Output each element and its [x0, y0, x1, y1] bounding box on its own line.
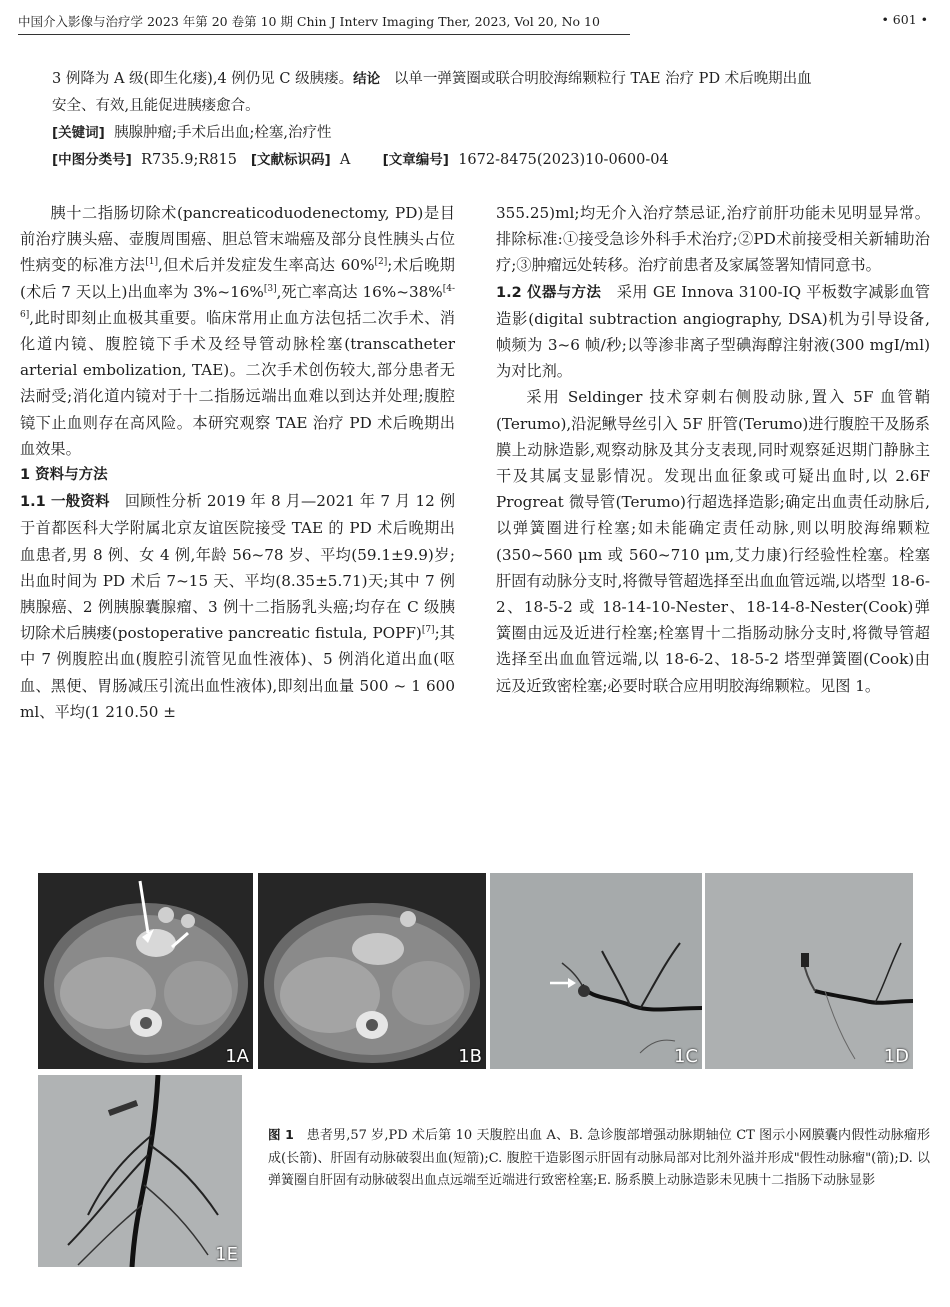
citation: [3] [263, 283, 277, 294]
general-data-paragraph: 1.1 一般资料 回顾性分析 2019 年 8 月—2021 年 7 月 12 例于首都医科大学附属北京友谊医院接受 TAE 的 PD 术后晚期出血患者,男 8 例、女 4 例,年龄 56~78 岁、平均(59.1±9.9)岁;出血时间为 PD 术后 7~15 天、平均(8.35±5.71)天;其中 7 例胰腺癌、2 例胰腺囊腺瘤、3 例十二指肠乳头癌;均存在 C 级胰切除术后胰瘘(postoperative pancreatic fistula, POPF)[7];其中 7 例腹腔出血(腹腔引流管见血性液体)、5 例消化道出血(呕血、黑便、胃肠减压引流出血性液体),即刻出血量 500 ~ 1 600 ml、平均(1 210.50 ± [20, 492, 456, 721]
journal-citation: 中国介入影像与治疗学 2023 年第 20 卷第 10 期 Chin J Interv Imaging Ther, 2023, Vol 20, No 10 [18, 14, 600, 29]
article-no-label: [文章编号] [382, 152, 449, 168]
panel-label-1c: 1C [673, 1046, 698, 1067]
citation: [4-6] [20, 283, 455, 320]
abstract-line-2: 安全、有效,且能促进胰瘘愈合。 [52, 98, 260, 114]
left-column [20, 200, 455, 725]
keywords-text: 胰腺肿瘤;手术后出血;栓塞,治疗性 [114, 125, 332, 141]
section-1-heading: 1 资料与方法 [20, 467, 108, 484]
figure-1b-ct [258, 873, 486, 1069]
intro-paragraph: 胰十二指肠切除术(pancreaticoduodenectomy, PD)是目前治疗胰头癌、壶腹周围癌、胆总管末端癌及部分良性胰头占位性病变的标准方法[1],但术后并发症发生率高达 60%[2];术后晚期(术后 7 天以上)出血率为 3%~16%[3],死亡率高达 16%~38%[4-6],此时即刻止血极其重要。临床常用止血方法包括二次手术、消化道内镜、腹腔镜下手术及经导管动脉栓塞(transcatheter arterial embolization, TAE)。二次手术创伤较大,部分患者无法耐受;消化道内镜对于十二指肠远端出血难以到达并处理;腹腔镜下止血则存在高风险。本研究观察 TAE 治疗 PD 术后晚期出血效果。 [20, 204, 455, 458]
ct-scan-image [38, 873, 253, 1069]
figure-1a-ct [38, 873, 253, 1069]
figure-1c-dsa [490, 873, 702, 1069]
running-header [18, 8, 928, 32]
ct-scan-image [258, 873, 486, 1069]
figure-caption-label: 图 1 [268, 1127, 294, 1142]
figure-caption-text: 患者男,57 岁,PD 术后第 10 天腹腔出血 A、B. 急诊腹部增强动脉期轴位 CT 图示小网膜囊内假性动脉瘤形成(长箭)、肝固有动脉破裂出血(短箭);C. 腹腔干造影图示肝固有动脉局部对比剂外溢并形成"假性动脉瘤"(箭);D. 以弹簧圈自肝固有动脉破裂出血点远端至近端进行致密栓塞;E. 肠系膜上动脉造影未见胰十二指肠下动脉显影 [268, 1128, 930, 1188]
instruments-paragraph: 1.2 仪器与方法 采用 GE Innova 3100-IQ 平板数字减影血管造影(digital subtraction angiography, DSA)机为引导设备,帧频为 3~6 帧/秒;以等渗非离子型碘海醇注射液(300 mgI/ml)为对比剂。 [496, 282, 931, 381]
right-column [496, 200, 930, 699]
methods-paragraph: 采用 Seldinger 技术穿刺右侧股动脉,置入 5F 血管鞘(Terumo),沿泥鳅导丝引入 5F 肝管(Terumo)进行腹腔干及肠系膜上动脉造影,观察动脉及其分支表现,同时观察延迟期门静脉主干及其属支显影情况。发现出血征象或可疑出血时,以 2.6F Progreat 微导管(Terumo)行超选择造影;确定出血责任动脉后,以弹簧圈进行栓塞;如未能确定责任动脉,则以明胶海绵颗粒(350~560 μm 或 560~710 μm,艾力康)行经验性栓塞。栓塞肝固有动脉分支时,将微导管超选择至出血血管远端,以塔型 18-6-2、18-5-2 或 18-14-10-Nester、18-14-8-Nester(Cook)弹簧圈由远及近进行栓塞;栓塞胃十二指肠动脉分支时,将微导管超选择至出血血管远端,以 18-6-2、18-5-2 塔型弹簧圈(Cook)由远及近致密栓塞;必要时联合应用明胶海绵颗粒。见图 1。 [496, 388, 930, 695]
classification-line [52, 147, 932, 174]
page-number: • 601 • [881, 12, 928, 27]
angiogram-image [705, 873, 913, 1069]
general-data-continued: 355.25)ml;均无介入治疗禁忌证,治疗前肝功能未见明显异常。排除标准:①接受急诊外科手术治疗;②PD术前接受相关新辅助治疗;③肿瘤远处转移。治疗前患者及家属签署知情同意书。 [496, 204, 930, 275]
clc-value: R735.9;R815 [141, 152, 237, 168]
panel-label-1b: 1B [458, 1046, 482, 1067]
section-1-1-label: 1.1 一般资料 [20, 494, 110, 511]
angiogram-image [490, 873, 702, 1069]
abstract-line-1 [52, 66, 932, 93]
clc-label: [中图分类号] [52, 152, 132, 168]
abstract-block [52, 66, 932, 174]
panel-label-1a: 1A [225, 1046, 249, 1067]
article-no-value: 1672-8475(2023)10-0600-04 [458, 152, 669, 168]
abstract-result-tail: 3 例降为 A 级(即生化瘘),4 例仍见 C 级胰瘘。 [52, 71, 354, 87]
figure-caption [268, 1124, 930, 1193]
header-rule [18, 34, 630, 35]
doc-code-label: [文献标识码] [250, 152, 331, 168]
keywords-label: [关键词] [52, 125, 105, 141]
section-1-2-label: 1.2 仪器与方法 [496, 284, 602, 301]
keywords-line [52, 120, 932, 147]
figure-1e-dsa [38, 1075, 242, 1267]
panel-label-1d: 1D [883, 1046, 909, 1067]
citation: [7] [421, 625, 435, 636]
figure-1d-dsa [705, 873, 913, 1069]
conclusion-label: 结论 [353, 71, 381, 87]
panel-label-1e: 1E [215, 1244, 238, 1265]
doc-code-value: A [339, 152, 351, 168]
citation: [2] [374, 257, 388, 268]
angiogram-image [38, 1075, 242, 1267]
conclusion-text: 以单一弹簧圈或联合明胶海绵颗粒行 TAE 治疗 PD 术后晚期出血 [393, 71, 812, 87]
citation: [1] [145, 257, 158, 268]
